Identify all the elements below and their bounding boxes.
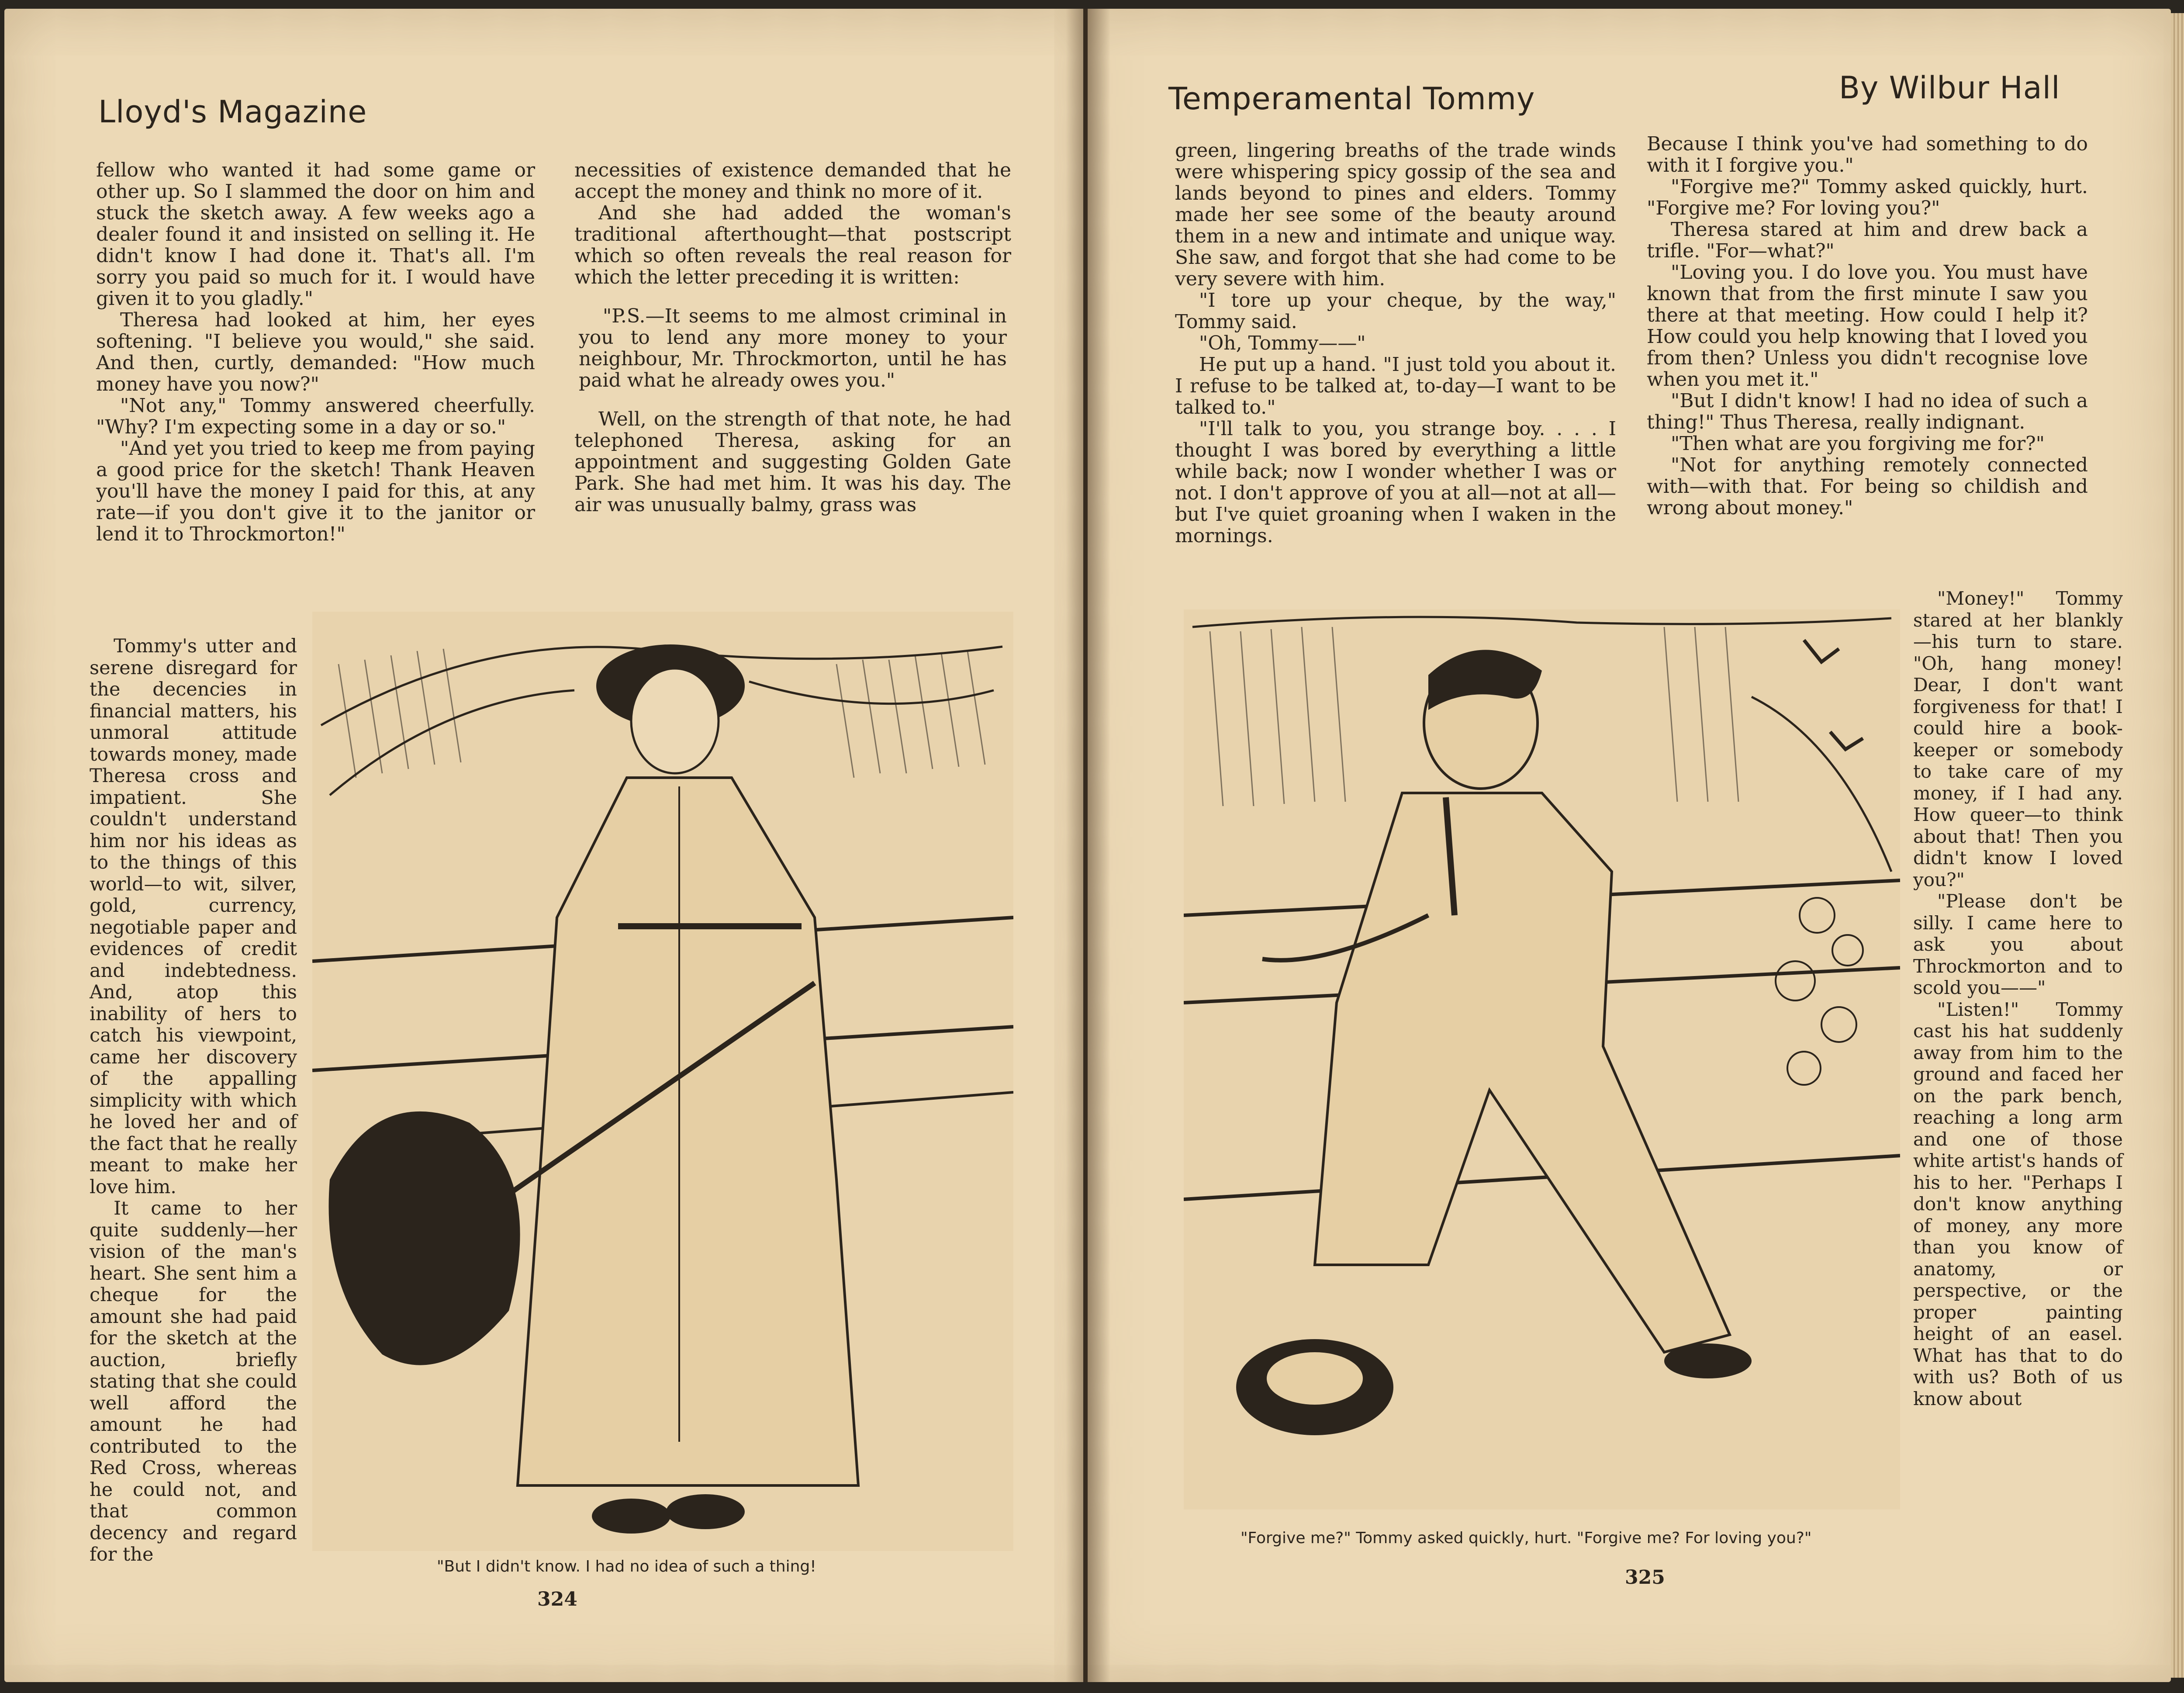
- left-column-1: [96, 159, 535, 545]
- woman-sketch: [312, 612, 1013, 1551]
- left-column-2: [574, 159, 1011, 516]
- left-folio: 324: [537, 1588, 577, 1610]
- tommy-sketch: [1184, 609, 1900, 1510]
- paragraph: "Forgive me?" Tommy asked quickly, hurt. "Forgive me? For loving you?": [1647, 176, 2088, 219]
- paragraph: "Money!" Tommy stared at her blankly—his turn to stare. "Oh, hang money! Dear, I don't want forgiveness for that! I could hire a book-keeper or somebody to take care of my money, if I had any. How queer—to think about that! Then you didn't know I loved you?": [1913, 588, 2123, 890]
- paragraph: necessities of existence demanded that he accept the money and think no more of it.: [574, 159, 1011, 203]
- left-column-1-narrow: [90, 636, 297, 1566]
- paragraph: It came to her quite suddenly—her vision of the man's heart. She sent him a cheque for the amount she had paid for the sketch at the auction, briefly stating that she could well afford the amount he had contributed to the Red Cross, whereas he could not, and that common decency and regard for the: [90, 1198, 297, 1565]
- right-running-head-title: Temperamental Tommy: [1168, 81, 1535, 117]
- paragraph: "Loving you. I do love you. You must have known that from the first minute I saw you there at that meeting. How could I help it? How could you help knowing that I loved you from then? Unless you didn't recognise love when you met it.": [1647, 261, 2088, 391]
- paragraph: "P.S.—It seems to me almost criminal in you to lend any more money to your neighbour, Mr. Throckmorton, until he has paid what he already owes you.": [579, 305, 1007, 391]
- paragraph: "Then what are you forgiving me for?": [1671, 433, 2045, 455]
- paragraph: And she had added the woman's traditional afterthought—that postscript which so often reveals the real reason for which the letter preceding it is written:: [574, 202, 1011, 288]
- paragraph: "But I didn't know! I had no idea of such a thing!" Thus Theresa, really indignant.: [1647, 390, 2088, 433]
- paragraph: "Oh, Tommy——": [1199, 332, 1366, 354]
- paragraph: He put up a hand. "I just told you about it. I refuse to be talked at, to-day—I want to be talked to.": [1175, 353, 1616, 419]
- paragraph: "I'll talk to you, you strange boy. . . . I thought I was bored by everything a little while back; now I wonder whether I was or not. I don't approve of you at all—not at all—but I've quiet groaning when I waken in the mornings.: [1175, 418, 1616, 547]
- paragraph: Theresa had looked at him, her eyes softening. "I believe you would," she said. And then, curtly, demanded: "How much money have you now?": [96, 309, 535, 395]
- paragraph: Well, on the strength of that note, he had telephoned Theresa, asking for an appointment and suggesting Golden Gate Park. She had met him. It was his day. The air was unusually balmy, grass was: [574, 408, 1011, 516]
- right-running-head-author: By Wilbur Hall: [1839, 70, 2060, 106]
- paragraph: "Not for anything remotely connected with—with that. For being so childish and wrong about money.": [1647, 454, 2088, 519]
- paragraph: fellow who wanted it had some game or other up. So I slammed the door on him and stuck the sketch away. A few weeks ago a dealer found it and insisted on selling it. He didn't know I had done it. That's all. I'm sorry you paid so much for it. I would have given it to you gladly.": [96, 159, 535, 310]
- illustration-tommy-on-bench: [1184, 609, 1900, 1510]
- paragraph: Tommy's utter and serene disregard for the decencies in financial matters, his unmoral attitude towards money, made Theresa cross and impatient. She couldn't understand him nor his ideas as to the things of this world—to wit, silver, gold, currency, negotiable paper and evidences of credit and indebtedness. And, atop this inability of hers to catch his viewpoint, came her discovery of the appalling simplicity with which he loved her and of the fact that he really meant to make her love him.: [90, 635, 297, 1198]
- right-column-2: [1647, 133, 2088, 519]
- book-gutter: [1066, 9, 1109, 1682]
- right-folio: 325: [1625, 1566, 1665, 1589]
- page-edges: [2171, 13, 2184, 1678]
- left-running-head: Lloyd's Magazine: [98, 94, 367, 130]
- paragraph: "Listen!" Tommy cast his hat suddenly away from him to the ground and faced her on the park bench, reaching a long arm and one of those white artist's hands of his to her. "Perhaps I don't know anything of money, any more than you know of anatomy, or perspective, or the proper painting height of an easel. What has that to do with us? Both of us know about: [1913, 998, 2123, 1409]
- right-column-1: [1175, 140, 1616, 547]
- paragraph: "Not any," Tommy answered cheerfully. "Why? I'm expecting some in a day or so.": [96, 395, 535, 438]
- left-illustration-caption: "But I didn't know. I had no idea of such a thing!: [437, 1558, 816, 1575]
- paragraph: green, lingering breaths of the trade winds were whispering spicy gossip of the sea and lands beyond to pines and elders. Tommy made her see some of the beauty around them in a new and intimate and unique way. She saw, and forgot that she had come to be very severe with him.: [1175, 139, 1616, 290]
- right-illustration-caption: "Forgive me?" Tommy asked quickly, hurt. "Forgive me? For loving you?": [1241, 1529, 1812, 1547]
- paragraph: Because I think you've had something to do with it I forgive you.": [1647, 133, 2088, 177]
- paragraph: "I tore up your cheque, by the way," Tommy said.: [1175, 289, 1616, 333]
- right-column-2-narrow: [1913, 588, 2123, 1409]
- paragraph: "Please don't be silly. I came here to ask you about Throckmorton and to scold you——": [1913, 890, 2123, 998]
- paragraph: Theresa stared at him and drew back a trifle. "For—what?": [1647, 218, 2088, 262]
- paragraph: "And yet you tried to keep me from paying a good price for the sketch! Thank Heaven you'll have the money I paid for this, at any rate—if you don't give it to the janitor or lend it to Throckmorton!": [96, 437, 535, 545]
- illustration-woman-on-bench: [312, 612, 1013, 1551]
